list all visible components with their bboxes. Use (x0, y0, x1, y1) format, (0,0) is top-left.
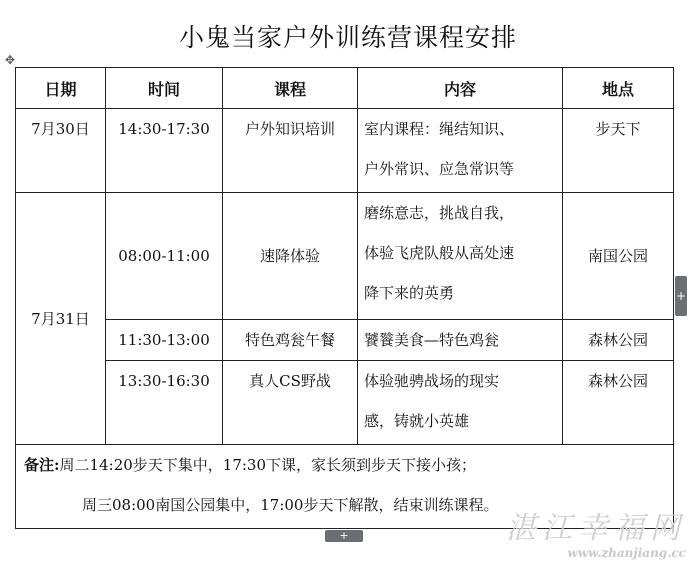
header-content: 内容 (358, 68, 563, 109)
add-column-button[interactable] (675, 276, 687, 316)
date-cell: 7月30日 (16, 109, 106, 193)
content-line: 户外常识、应急常识等 (364, 160, 515, 179)
note-text: 周二14:20步天下集中，17:30下课，家长须到步天下接小孩； (59, 455, 477, 474)
time-cell: 14:30-17:30 (106, 109, 223, 193)
table-row (16, 109, 674, 193)
header-date: 日期 (16, 68, 106, 109)
content-line: 体验驰骋战场的现实 (364, 371, 500, 390)
page-title: 小鬼当家户外训练营课程安排 (178, 23, 517, 52)
watermark-text: 湛江幸福网 (506, 511, 686, 546)
move-arrows-icon[interactable]: ✥ (4, 53, 16, 67)
content-line: 磨练意志，挑战自我， (364, 204, 515, 223)
plus-icon: + (675, 289, 687, 303)
table-row (16, 360, 674, 444)
content-cell: 饕餮美食—特色鸡瓮 (358, 319, 563, 360)
course-cell: 特色鸡瓮午餐 (223, 319, 358, 360)
time-cell: 13:30-16:30 (106, 360, 223, 444)
plus-icon: + (339, 529, 349, 542)
place-cell: 森林公园 (563, 360, 674, 444)
content-line: 体验飞虎队般从高处速 (364, 244, 515, 263)
table-row (16, 319, 674, 360)
place-cell: 步天下 (563, 109, 674, 193)
course-cell: 户外知识培训 (223, 109, 358, 193)
content-cell (358, 109, 563, 193)
table-row (16, 193, 674, 319)
watermark-url: www.zhanjiang.cc (567, 546, 686, 560)
note-line: 周三08:00南国公园集中，17:00步天下解散，结束训练课程。 (82, 495, 499, 514)
header-place: 地点 (563, 68, 674, 109)
content-cell (358, 360, 563, 444)
time-cell: 08:00-11:00 (106, 193, 223, 319)
table-header-row (16, 68, 674, 109)
content-cell (358, 193, 563, 319)
note-label: 备注: (24, 455, 60, 474)
add-row-button[interactable] (325, 530, 363, 542)
note-line (24, 445, 667, 485)
watermark (496, 512, 686, 560)
place-cell: 森林公园 (563, 319, 674, 360)
course-cell: 速降体验 (223, 193, 358, 319)
date-cell: 7月31日 (16, 193, 106, 445)
content-line: 室内课程：绳结知识、 (364, 120, 515, 139)
place-cell: 南国公园 (563, 193, 674, 319)
time-cell: 11:30-13:00 (106, 319, 223, 360)
content-line: 降下来的英勇 (364, 284, 455, 303)
header-time: 时间 (106, 68, 223, 109)
course-cell: 真人CS野战 (223, 360, 358, 444)
content-line: 感，铸就小英雄 (364, 411, 470, 430)
header-course: 课程 (223, 68, 358, 109)
schedule-table (15, 67, 674, 529)
